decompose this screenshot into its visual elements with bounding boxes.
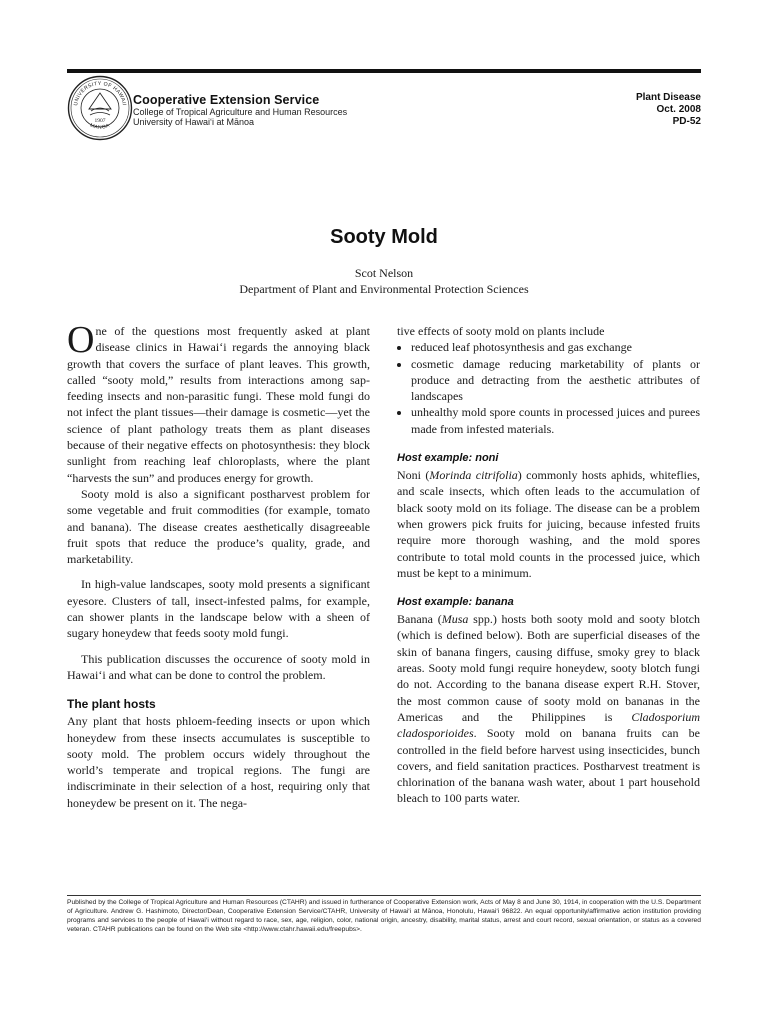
series-label: Plant Disease	[635, 92, 701, 103]
publication-info	[636, 92, 701, 128]
paragraph-noni: Noni (Morinda citrifolia) commonly hosts aphids, whiteflies, and scale insects, which often leads to the accumulation of black sooty mold on its foliage. The disease can be a problem when growers pick fruits for juicing, because infested fruits require more thorough washing, and the mold spores contribute to total mold counts in the processed juice, which must be kept to a minimum.	[397, 468, 700, 580]
publication-date: Oct. 2008	[656, 104, 701, 115]
author: Scot Nelson	[354, 266, 414, 280]
header-rule	[67, 69, 701, 73]
paragraph: This publication discusses the occurence of sooty mold in Hawai‘i and what can be done to control the problem.	[67, 651, 370, 682]
department: Department of Plant and Environmental Protection Sciences	[239, 282, 529, 296]
list-item: • reduced leaf photosynthesis and gas exchange	[411, 339, 700, 355]
right-column	[397, 323, 700, 807]
section-heading-noni: Host example: noni	[397, 452, 499, 465]
byline	[0, 265, 768, 297]
intro-paragraph: One of the questions most frequently asked at plant disease clinics in Hawai‘i regards the annoying black growth that covers the surface of plant leaves. This growth, called “sooty mold,” results from interactions among sap-feeding insects and non-parasitic fungi. These mold fungi do not infect the plant tissues—their damage is cosmetic—yet the science of plant pathology treats them as plant diseases because of their negative effects on photosynthesis: they block sunlight from reaching leaf chloroplasts, where the plant “harvests the sun” and produces energy for growth.	[67, 319, 370, 485]
seal-year: 1907	[94, 118, 106, 124]
seal-top-text: UNIVERSITY OF HAWAII	[73, 80, 127, 107]
list-item: • cosmetic damage reducing marketability of plants or produce and detracting from the aesthetic attributes of landscapes	[411, 356, 700, 405]
org-college: College of Tropical Agriculture and Human Resources	[133, 107, 348, 117]
university-seal-logo	[67, 75, 133, 141]
paragraph: tive effects of sooty mold on plants include	[397, 324, 605, 338]
left-column	[67, 319, 370, 811]
paragraph: In high-value landscapes, sooty mold presents a significant eyesore. Clusters of tall, insect-infested palms, for example, can shower plants in the landscape below with a sheen of sugary honeydew that feeds sooty mold fungi.	[67, 577, 370, 641]
org-name: Cooperative Extension Service	[133, 93, 320, 107]
publication-code: PD-52	[672, 116, 701, 127]
seal-bottom-text: MANOA	[88, 122, 112, 131]
document-title: Sooty Mold	[330, 226, 438, 248]
section-heading-plant-hosts: The plant hosts	[67, 697, 156, 712]
list-item: • unhealthy mold spore counts in processed juices and purees made from infested materials.	[411, 404, 700, 437]
footer-text: Published by the College of Tropical Agriculture and Human Resources (CTAHR) and issued in furtherance of Cooperative Extension work, Acts of May 8 and June 30, 1914, in cooperation with the U.S. Department of Agriculture. Andrew G. Hashimoto, Director/Dean, Cooperative Extension Service/CTAHR, University of Hawai‘i at Mānoa, Honolulu, Hawai‘i 96822. An equal opportunity/affirmative action institution providing programs and services to the people of Hawai‘i without regard to race, sex, age, religion, color, national origin, ancestry, disability, marital status, arrest and court record, sexual orientation, or status as a covered veteran. CTAHR publications can be found on the Web site <http://www.ctahr.hawaii.edu/freepubs>.	[67, 899, 701, 933]
effects-list	[397, 339, 700, 437]
org-university: University of Hawai‘i at Mānoa	[133, 117, 255, 127]
section-heading-banana: Host example: banana	[397, 596, 514, 609]
paragraph: Sooty mold is also a significant postharvest problem for some vegetable and fruit commodities (for example, tomato and banana). The disease creates aesthetically disagreeable fruit spots that reduce the produce’s quality, grade, and marketability.	[67, 486, 370, 567]
paragraph: Any plant that hosts phloem-feeding insects or upon which honeydew from these insects accumulates is susceptible to sooty mold. The problem occurs widely throughout the world’s temperate and tropical regions. The fungi are indiscriminate in their selection of a host, requiring only that honeydew be present on it. The nega-	[67, 714, 370, 810]
footer-rule	[67, 895, 701, 896]
org-block	[133, 93, 347, 127]
paragraph-banana: Banana (Musa spp.) hosts both sooty mold and sooty blotch (which is defined below). Both are superficial diseases of the skin of banana fingers, causing diffuse, smoky grey to black areas. Sooty mold fungi require honeydew, sooty blotch fungi do not. According to the banana disease expert R.H. Stover, the most common cause of sooty mold on bananas in the Americas and the Philippines is Cladosporium cladosporioides. Sooty mold on banana fruits can be controlled in the field before harvest using insecticides, bunch covers, and field sanitation practices. Postharvest treatment is chlorination of the banana wash water, about 1 part household bleach to 100 parts water.	[397, 612, 701, 806]
drop-cap: O	[67, 319, 95, 361]
